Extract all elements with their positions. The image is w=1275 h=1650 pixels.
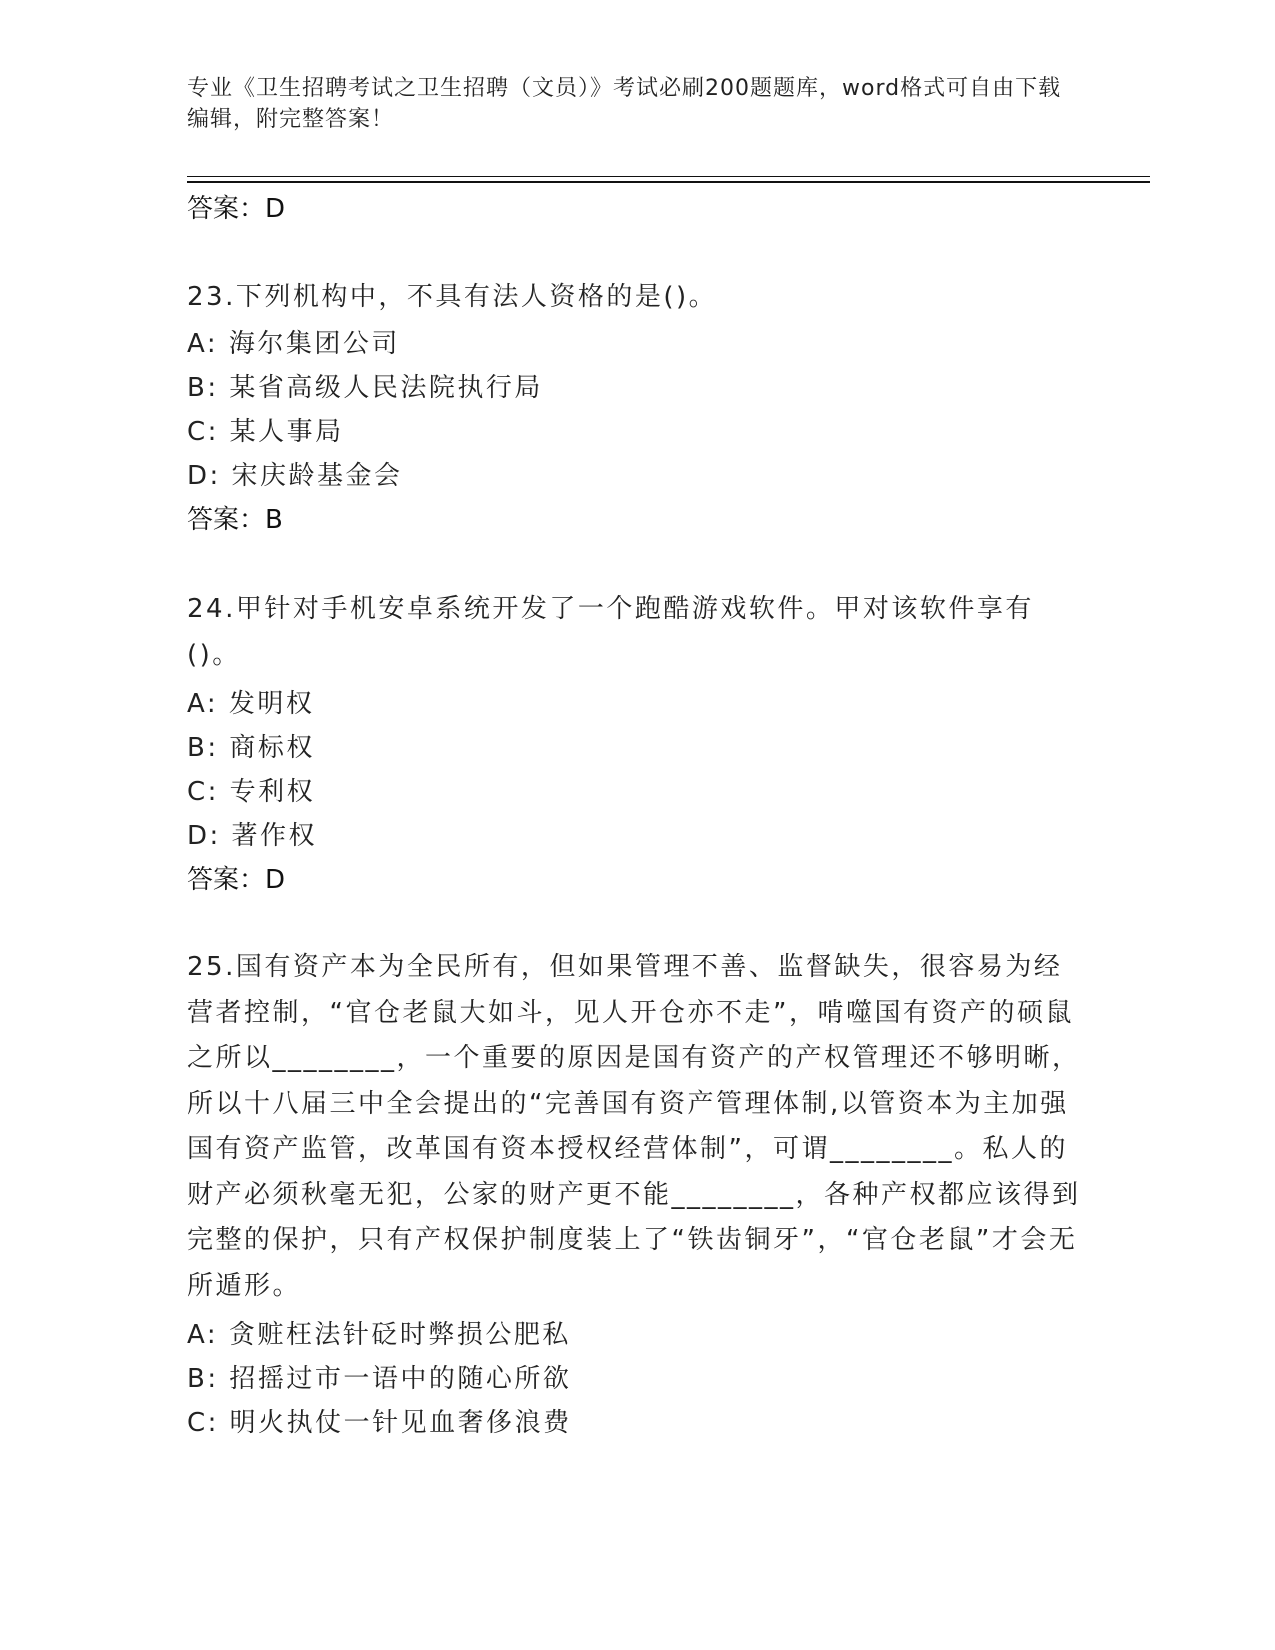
q24-option-d: D: 著作权 — [187, 821, 318, 851]
answer-previous: 答案：D — [187, 194, 286, 224]
question-23: 23.下列机构中，不具有法人资格的是()。 — [187, 282, 718, 312]
q23-option-d: D: 宋庆龄基金会 — [187, 461, 403, 491]
q23-option-a: A: 海尔集团公司 — [187, 329, 400, 359]
document-header: 专业《卫生招聘考试之卫生招聘（文员）》考试必刷200题题库，word格式可自由下载编辑，附完整答案！ — [187, 76, 1062, 132]
q24-option-a: A: 发明权 — [187, 689, 315, 719]
q23-option-c: C: 某人事局 — [187, 417, 344, 447]
q25-option-c: C: 明火执仗一针见血奢侈浪费 — [187, 1408, 572, 1438]
q23-answer: 答案：B — [187, 505, 283, 535]
q23-option-b: B: 某省高级人民法院执行局 — [187, 373, 543, 403]
question-25: 25.国有资产本为全民所有，但如果管理不善、监督缺失，很容易为经营者控制，“官仓老鼠大如斗，见人开仓亦不走”，啃噬国有资产的硕鼠之所以________，一个重要的原因是国有资产的产权管理还不够明晰，所以十八届三中全会提出的“完善国有资产管理体制,以管资本为主加强国有资产监管，改革国有资本授权经营体制”，可谓________。私人的财产必须秋毫无犯，公家的财产更不能________，各种产权都应该得到完整的保护，只有产权保护制度装上了“铁齿铜牙”，“官仓老鼠”才会无所遁形。 — [187, 952, 1081, 1301]
q25-option-b: B: 招摇过市一语中的随心所欲 — [187, 1364, 572, 1394]
header-divider-thin — [187, 176, 1150, 177]
header-divider-thick — [187, 181, 1150, 183]
q24-option-c: C: 专利权 — [187, 777, 316, 807]
question-24: 24.甲针对手机安卓系统开发了一个跑酷游戏软件。甲对该软件享有()。 — [187, 594, 1034, 670]
q25-option-a: A: 贪赃枉法针砭时弊损公肥私 — [187, 1320, 571, 1350]
q24-option-b: B: 商标权 — [187, 733, 315, 763]
q24-answer: 答案：D — [187, 865, 286, 895]
